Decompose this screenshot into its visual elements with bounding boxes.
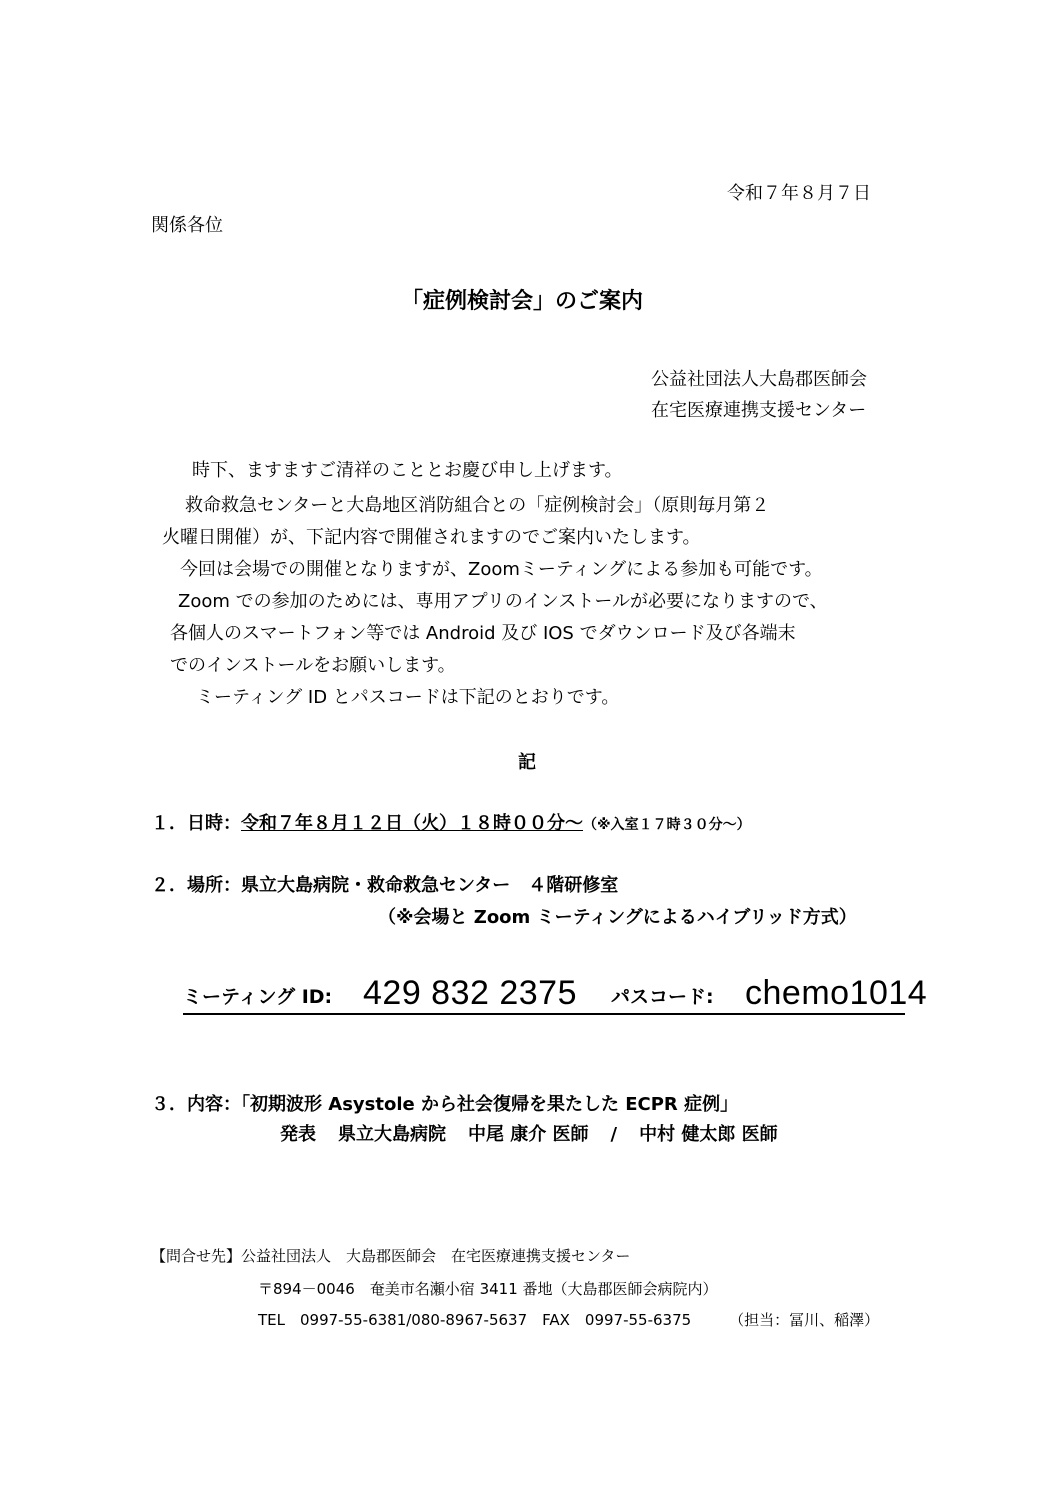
- recipients: 関係各位: [151, 215, 223, 236]
- item-datetime-note: （※入室１７時３０分～）: [583, 817, 751, 833]
- passcode-label: パスコード:: [611, 986, 714, 1008]
- item-presenters: [280, 1122, 800, 1148]
- contact-heading: 【問合せ先】公益社団法人 大島郡医師会 在宅医療連携支援センター: [151, 1247, 631, 1265]
- ki-heading: 記: [518, 752, 536, 773]
- meeting-id-label: ミーティング ID:: [183, 986, 333, 1008]
- presenter-2: 中村 健太郎 医師: [639, 1124, 778, 1145]
- presenter-hospital: 県立大島病院: [338, 1124, 446, 1145]
- item-location-value: 県立大島病院・救命救急センター ４階研修室: [241, 875, 619, 896]
- item-datetime: [151, 811, 751, 838]
- item-datetime-label: １．日時：: [151, 813, 241, 834]
- passcode-value: chemo1014: [745, 974, 928, 1012]
- body-line-1: 時下、ますますご清祥のこととお慶び申し上げます。: [192, 460, 623, 481]
- contact-address: 〒894－0046 奄美市名瀬小宿 3411 番地（大島郡医師会病院内）: [258, 1280, 718, 1298]
- item-location: [151, 873, 618, 899]
- item-datetime-time: １８時００分～: [457, 813, 583, 834]
- item-location-label: ２．場所：: [151, 875, 241, 896]
- item-content: [151, 1092, 738, 1118]
- body-line-8: ミーティング ID とパスコードは下記のとおりです。: [196, 687, 620, 708]
- meeting-id-value: 429 832 2375: [363, 974, 577, 1012]
- item-location-note: （※会場と Zoom ミーティングによるハイブリッド方式）: [378, 907, 857, 928]
- contact-phone: [258, 1309, 879, 1331]
- body-line-5: Zoom での参加のためには、専用アプリのインストールが必要になりますので、: [178, 591, 828, 612]
- item-content-value: 「初期波形 Asystole から社会復帰を果たした ECPR 症例」: [241, 1094, 739, 1115]
- presenter-separator: /: [610, 1124, 618, 1145]
- presenter-label: 発表: [280, 1124, 316, 1145]
- meeting-info: [183, 969, 928, 1015]
- page-title: 「症例検討会」のご案内: [401, 289, 644, 314]
- body-line-2: 救命救急センターと大島地区消防組合との「症例検討会」（原則毎月第２: [185, 495, 770, 516]
- item-content-label: ３．内容：: [151, 1094, 241, 1115]
- organization-name: 公益社団法人大島郡医師会: [651, 369, 867, 390]
- body-line-3: 火曜日開催）が、下記内容で開催されますのでご案内いたします。: [162, 527, 701, 548]
- item-datetime-date: 令和７年８月１２日（火）: [241, 813, 457, 834]
- contact-staff: （担当：冨川、稲澤）: [729, 1311, 880, 1329]
- body-line-7: でのインストールをお願いします。: [170, 655, 456, 676]
- presenter-1: 中尾 康介 医師: [468, 1124, 589, 1145]
- organization-department: 在宅医療連携支援センター: [651, 400, 867, 421]
- body-line-4: 今回は会場での開催となりますが、Zoomミーティングによる参加も可能です。: [180, 559, 823, 580]
- body-line-6: 各個人のスマートフォン等では Android 及び IOS でダウンロード及び各端末: [170, 623, 796, 644]
- contact-tel-fax: TEL 0997-55-6381/080-8967-5637 FAX 0997-55-6375: [258, 1311, 692, 1329]
- document-date: 令和７年８月７日: [727, 183, 871, 204]
